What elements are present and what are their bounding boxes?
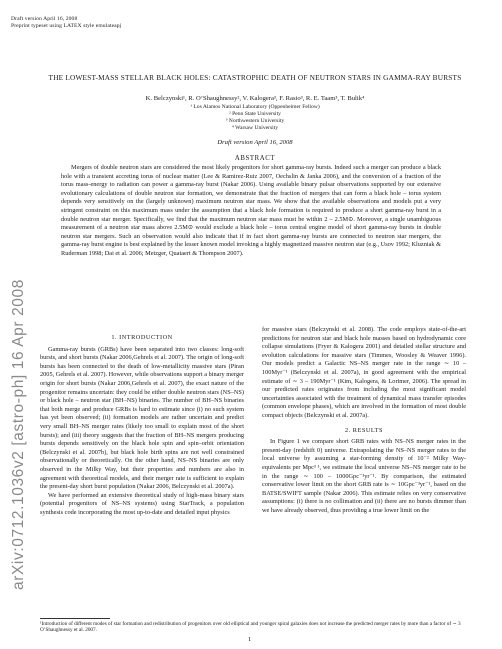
affiliation-4: ⁴ Warsaw University <box>231 125 279 131</box>
paper-title: THE LOWEST-MASS STELLAR BLACK HOLES: CATASTROPHIC DEATH OF NEUTRON STARS IN GAMMA-RAY BURSTS <box>48 73 462 82</box>
arxiv-stamp[interactable] <box>6 210 27 590</box>
affiliation-2: ² Penn State University <box>229 111 281 117</box>
results-paragraph-1: In Figure 1 we compare short GRB rates with NS–NS merger rates in the present-day (redshift 0) universe. Extrapolating the NS–NS merger rates to the local universe by assuming a star-forming density of 10⁻² Milky Way-equivalents per Mpc³ ¹, we estimate the local universe NS–NS merger rate to be in the range ∼ 100 – 1000Gpc⁻³yr⁻¹. By comparison, the estimated conservative lower limit on the short GRB rate is ∼ 10Gpc⁻³yr⁻¹, based on the BATSE/SWIFT sample (Nakar 2006). This estimate relies on very conservative assumptions: (i) there is no collimation and (ii) there are no bursts dimmer than we have already observed, thus providing a true lower limit on the <box>262 438 466 514</box>
page-number: 1 <box>248 636 252 643</box>
intro-paragraph-continued: for massive stars (Belczynski et al. 2008). The code employs state-of-the-art predictions for neutron star and black hole masses based on hydrodynamic core collapse simulations (Fryer & Kalogera 2001) and detailed stellar structure and evolution calculations for massive stars (Timmes, Woosley & Weaver 1996). Our models predict a Galactic NS–NS merger rate in the range ∼ 10 – 100Myr⁻¹ (Belczynski et al. 2007a), in good agreement with the empirical estimate of ∼ 3 – 190Myr⁻¹ (Kim, Kalogera, & Lorimer, 2006). The spread in our predicted rates originates from including the most significant model uncertainties associated with the treatment of dynamical mass transfer episodes (common envelope phases), which are involved in the formation of most double compact objects (Belczynski et al. 2007a). <box>262 326 466 419</box>
draft-date: Draft version April 16, 2008 <box>217 139 293 146</box>
affiliation-3: ³ Northwestern University <box>225 118 285 124</box>
draft-version-line: Draft version April 16, 2008 <box>11 16 78 22</box>
left-column <box>40 334 244 517</box>
affiliation-1: ¹ Los Alamos National Laboratory (Oppenheimer Fellow) <box>190 104 320 110</box>
right-column <box>262 326 466 515</box>
preprint-line: Preprint typeset using LATEX style emulateapj <box>11 23 122 29</box>
intro-paragraph-2: We have performed an extensive theoretical study of high-mass binary stars (potential progenitors of NS–NS systems) using StarTrack, a population synthesis code incorporating the most up-to-date and detailed input physics <box>40 491 244 516</box>
intro-paragraph-1: Gamma-ray bursts (GRBs) have been separated into two classes: long-soft bursts, and short bursts (Nakar 2006,Gehrels et al. 2007). The origin of long-soft bursts has been connected to the death of low-metallicity massive stars (Piran 2005, Gehrels et al. 2007). However, while observations support a binary merger origin for short bursts (Nakar 2006,Gehrels et al. 2007), the exact nature of the progenitor remains uncertain: they could be either double neutron stars (NS–NS) or black hole – neutron star (BH–NS) binaries. The number of BH–NS binaries that both merge and produce GRBs is hard to estimate since (i) no such system has yet been observed; (ii) formation models are rather uncertain and predict very small BH–NS merger rates (likely too small to explain most of the short bursts); and (iii) theory suggests that the fraction of BH–NS mergers producing bursts depends sensitively on the black hole spin and spin–orbit orientation (Belczynski et al. 2007b), but black hole birth spins are not well constrained observationally or theoretically. On the other hand, NS–NS binaries are only observed in the Milky Way, but their properties and numbers are also in agreement with theoretical models, and their merger rate is sufficient to explain the present-day short burst population (Nakar 2006, Belczynski et al. 2007a). <box>40 345 244 491</box>
arxiv-stamp-text: arXiv:0712.1036v2 [astro-ph] 16 Apr 2008 <box>10 279 27 590</box>
section-heading-introduction: 1. INTRODUCTION <box>111 334 173 341</box>
section-heading-results: 2. RESULTS <box>344 426 383 434</box>
abstract-heading: ABSTRACT <box>234 155 276 162</box>
abstract-text: Mergers of double neutron stars are considered the most likely progenitors for short gamma-ray bursts. Indeed such a merger can produce a black hole with a transient accreting torus of nuclear matter (Lee & Ramirez-Ruiz 2007, Oechslin & Janka 2006), and the conversion of a fraction of the torus mass-energy to radiation can power a gamma-ray burst (Nakar 2006). Using available binary pulsar observations supported by our extensive evolutionary calculations of double neutron star formation, we demonstrate that the fraction of mergers that can form a black hole – torus system depends very sensitively on the (largely unknown) maximum neutron star mass. We show that the available observations and models put a very stringent constraint on this maximum mass under the assumption that a black hole formation is required to produce a short gamma-ray burst in a double neutron star merger. Specifically, we find that the maximum neutron star mass must be within 2 – 2.5M⊙. Moreover, a single unambiguous measurement of a neutron star mass above 2.5M⊙ would exclude a black hole – torus central engine model of short gamma-ray bursts in double neutron star mergers. Such an observation would also indicate that if in fact short gamma-ray bursts are connected to neutron star mergers, the gamma-ray burst engine is best explained by the lesser known model invoking a highly magnetized massive neutron star (e.g., Usov 1992; Kluzniak & Ruderman 1998; Dai et al. 2006; Metzger, Quataert & Thompson 2007). <box>61 164 442 257</box>
author-list: K. Belczynski¹, R. O’Shaughnessy², V. Kalogera³, F. Rasio³, R. E. Taam³, T. Bulik⁴ <box>145 95 365 102</box>
footnote-rule <box>40 618 110 619</box>
footnote: ¹Introduction of different modes of star formation and redistribution of progenitors over old elliptical and younger spiral galaxies does not increase the predicted merger rates by more than a factor of ∼ 3 O’Shaughnessy et al. 2007. <box>40 621 461 634</box>
